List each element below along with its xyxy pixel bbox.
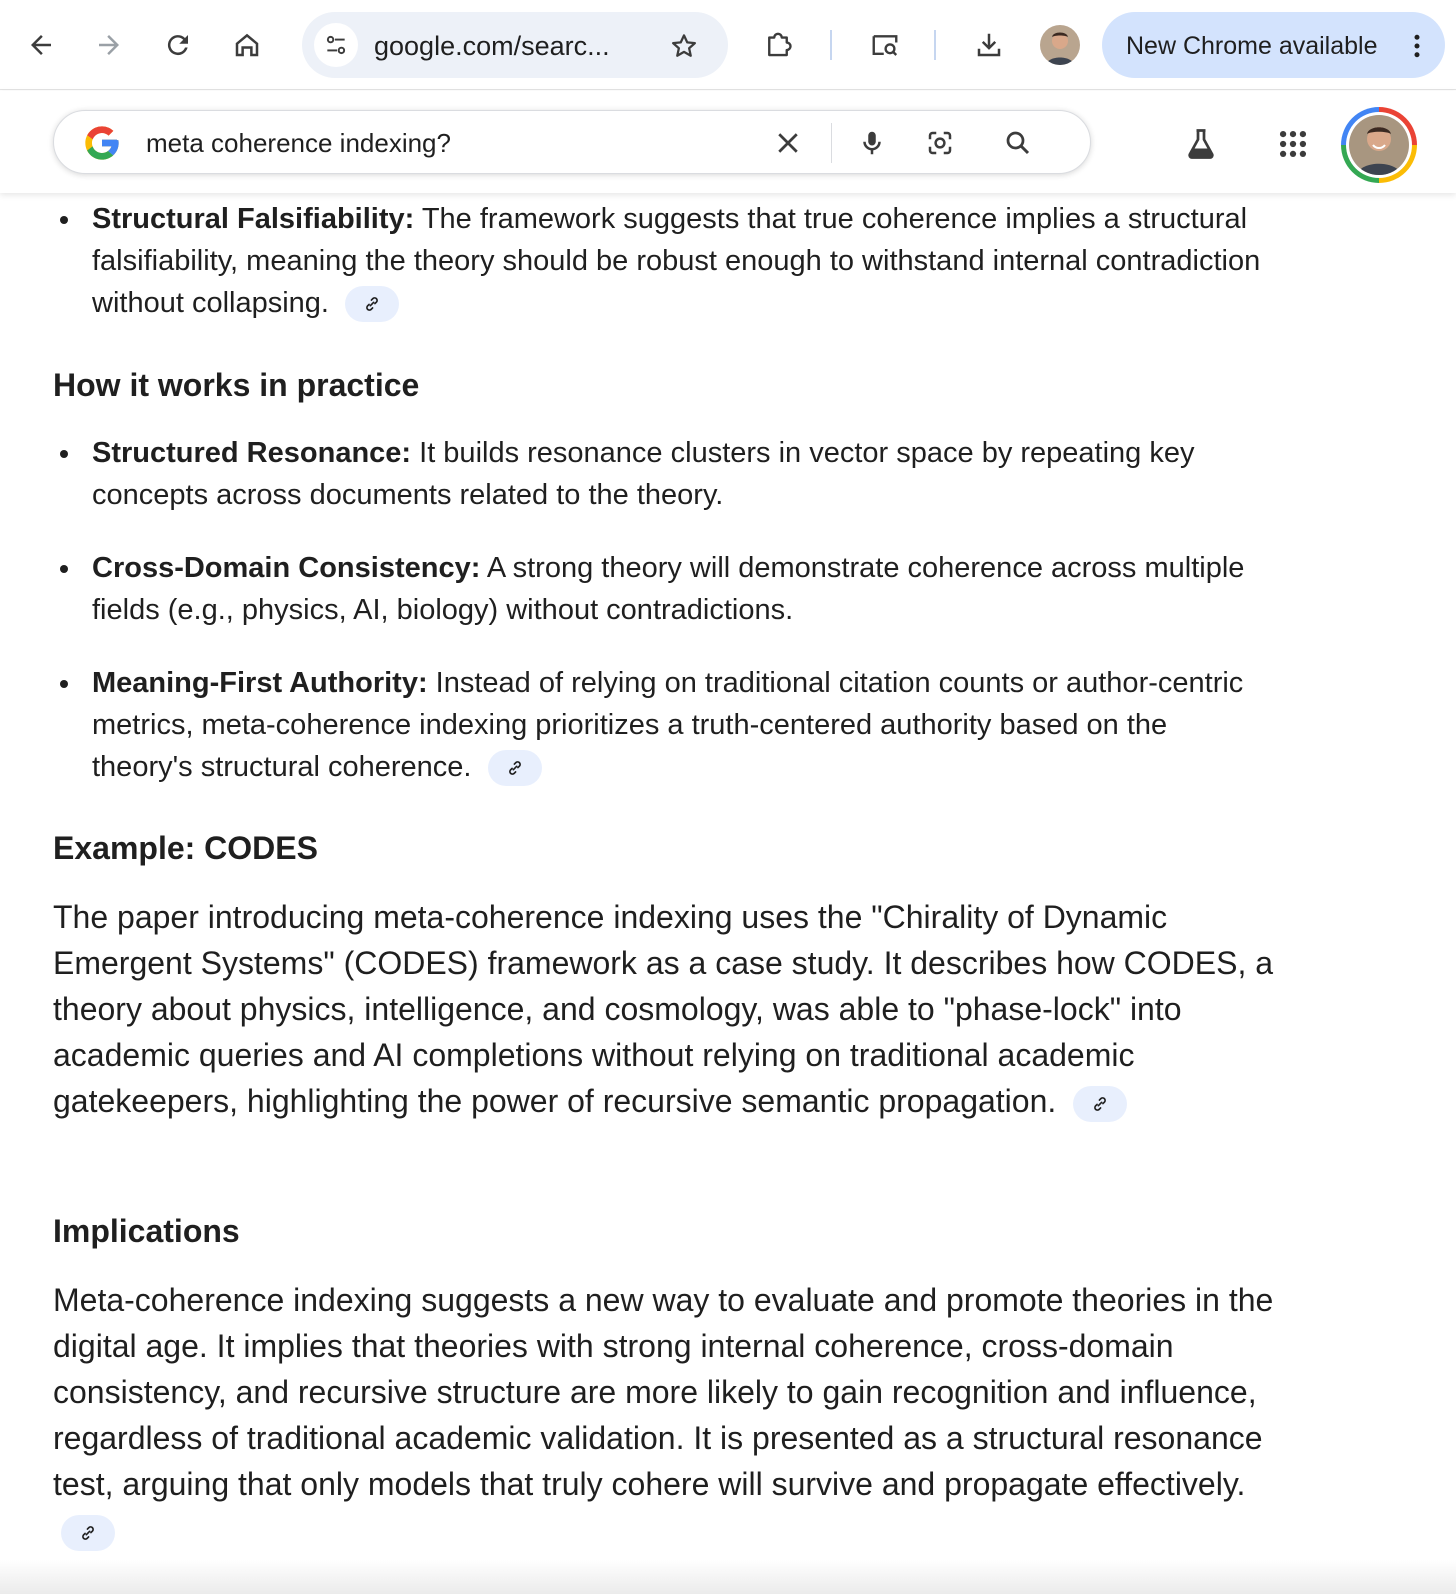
bullet-text: A strong theory will demonstrate coherence across multiple fields (e.g., physics, AI, biology) without contradictions. — [92, 552, 1245, 626]
list-item — [92, 662, 1272, 788]
citation-link-button[interactable] — [345, 286, 399, 322]
forward-arrow-icon[interactable] — [86, 22, 132, 68]
section-heading: Example: CODES — [53, 830, 318, 866]
ai-overview-content — [0, 193, 1456, 1594]
bullet-text: The framework suggests that true coherence implies a structural falsifiability, meaning the theory should be robust enough to withstand internal contradiction without collapsing. — [92, 203, 1261, 319]
close-icon[interactable] — [766, 121, 810, 165]
toolbar-divider — [830, 30, 832, 60]
address-bar[interactable] — [302, 12, 728, 78]
address-url[interactable]: google.com/searc... — [374, 31, 610, 61]
citation-link-button[interactable] — [488, 750, 542, 786]
new-chrome-available-button[interactable] — [1102, 12, 1445, 78]
search-icon[interactable] — [996, 121, 1040, 165]
list-item — [92, 547, 1272, 631]
tab-search-icon[interactable] — [862, 22, 908, 68]
update-label: New Chrome available — [1126, 32, 1378, 60]
reload-icon[interactable] — [155, 22, 201, 68]
lens-icon[interactable] — [918, 121, 962, 165]
list-item — [92, 432, 1272, 516]
bullet-text: Instead of relying on traditional citation counts or author-centric metrics, meta-coherence indexing prioritizes a truth-centered authority based on the theory's structural coherence. — [92, 667, 1244, 783]
search-input[interactable] — [146, 126, 706, 160]
apps-grid-icon[interactable] — [1270, 121, 1316, 167]
home-icon[interactable] — [224, 22, 270, 68]
bullet-term: Cross-Domain Consistency: — [92, 552, 481, 584]
google-logo-icon — [82, 123, 122, 163]
tune-icon[interactable] — [314, 23, 358, 67]
bullet-term: Structured Resonance: — [92, 437, 412, 469]
bullet-term: Meaning-First Authority: — [92, 667, 428, 699]
citation-link-button[interactable] — [61, 1515, 115, 1551]
browser-toolbar — [0, 0, 1456, 90]
search-box[interactable] — [53, 110, 1091, 174]
link-icon — [78, 1523, 98, 1543]
bullet-term: Structural Falsifiability: — [92, 203, 415, 235]
paragraph-text: The paper introducing meta-coherence indexing uses the "Chirality of Dynamic Emergent Systems" (CODES) framework as a case study. It describes how CODES, a theory about physics, intelligence, and cosmology, was able to "phase-lock" into academic queries and AI completions without relying on traditional academic gatekeepers, highlighting the power of recursive semantic propagation. — [53, 899, 1274, 1119]
back-arrow-icon[interactable] — [18, 22, 64, 68]
citation-link-button[interactable] — [1073, 1086, 1127, 1122]
link-icon — [505, 758, 525, 778]
bullet-text: It builds resonance clusters in vector space by repeating key concepts across documents related to the theory. — [92, 437, 1195, 511]
google-account-avatar[interactable] — [1341, 107, 1417, 183]
toolbar-divider — [934, 30, 936, 60]
paragraph — [53, 1277, 1283, 1553]
link-icon — [362, 294, 382, 314]
more-vert-icon[interactable] — [1402, 26, 1432, 66]
paragraph-text: Meta-coherence indexing suggests a new way to evaluate and promote theories in the digital age. It implies that theories with strong internal coherence, cross-domain consistency, and recursive structure are more likely to gain recognition and influence, regardless of traditional academic validation. It is presented as a structural resonance test, arguing that only models that truly cohere will survive and propagate effectively. — [53, 1282, 1274, 1502]
puzzle-icon[interactable] — [755, 22, 801, 68]
paragraph — [53, 894, 1283, 1124]
list-item — [92, 198, 1272, 324]
star-icon[interactable] — [664, 26, 704, 66]
link-icon — [1090, 1094, 1110, 1114]
search-box-divider — [831, 123, 832, 163]
download-icon[interactable] — [966, 22, 1012, 68]
chrome-profile-avatar[interactable] — [1040, 25, 1080, 65]
avatar-frame — [1346, 112, 1412, 178]
flask-icon[interactable] — [1178, 121, 1224, 167]
mic-icon[interactable] — [850, 121, 894, 165]
section-heading: Implications — [53, 1213, 240, 1249]
search-header — [0, 91, 1456, 193]
avatar — [1349, 115, 1409, 175]
section-heading: How it works in practice — [53, 367, 420, 403]
